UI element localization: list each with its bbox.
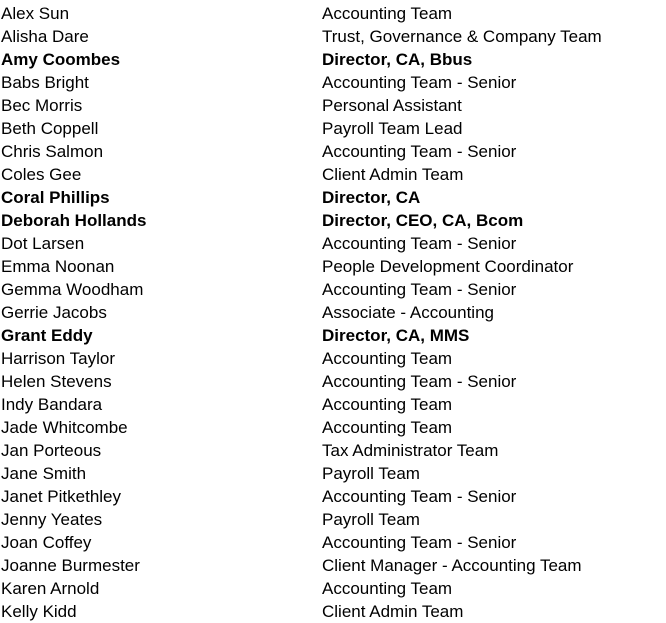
staff-name: Jenny Yeates: [1, 510, 103, 529]
staff-role: Director, CEO, CA, Bcom: [322, 211, 524, 230]
staff-role: Accounting Team: [322, 349, 453, 368]
staff-name: Harrison Taylor: [1, 349, 116, 368]
staff-role: Accounting Team - Senior: [322, 142, 517, 161]
staff-name: Deborah Hollands: [1, 211, 147, 230]
staff-name: Alisha Dare: [1, 27, 89, 46]
staff-row: [1, 554, 661, 577]
staff-name: Joanne Burmester: [1, 556, 140, 575]
staff-name: Emma Noonan: [1, 257, 115, 276]
staff-name: Dot Larsen: [1, 234, 85, 253]
staff-row: [1, 140, 661, 163]
staff-role: Payroll Team: [322, 510, 420, 529]
staff-role: Accounting Team - Senior: [322, 234, 517, 253]
staff-name: Jade Whitcombe: [1, 418, 128, 437]
staff-row: [1, 255, 661, 278]
staff-name: Joan Coffey: [1, 533, 92, 552]
staff-role: Tax Administrator Team: [322, 441, 499, 460]
staff-role: Accounting Team: [322, 4, 453, 23]
staff-role: Accounting Team: [322, 418, 453, 437]
staff-name: Coles Gee: [1, 165, 82, 184]
staff-row: [1, 439, 661, 462]
staff-list: [1, 2, 661, 623]
staff-role: Accounting Team - Senior: [322, 533, 517, 552]
staff-row: [1, 2, 661, 25]
staff-row: [1, 370, 661, 393]
staff-role: Accounting Team: [322, 395, 453, 414]
staff-row: [1, 25, 661, 48]
staff-row: [1, 577, 661, 600]
staff-row: [1, 71, 661, 94]
staff-role: Accounting Team - Senior: [322, 280, 517, 299]
staff-row: [1, 163, 661, 186]
staff-role: People Development Coordinator: [322, 257, 574, 276]
staff-name: Jane Smith: [1, 464, 87, 483]
staff-row: [1, 347, 661, 370]
staff-row: [1, 301, 661, 324]
staff-name: Bec Morris: [1, 96, 83, 115]
staff-row: [1, 600, 661, 623]
staff-row: [1, 416, 661, 439]
staff-name: Amy Coombes: [1, 50, 121, 69]
staff-role: Associate - Accounting: [322, 303, 494, 322]
staff-row: [1, 324, 661, 347]
staff-name: Chris Salmon: [1, 142, 104, 161]
staff-row: [1, 278, 661, 301]
staff-name: Gerrie Jacobs: [1, 303, 107, 322]
staff-name: Kelly Kidd: [1, 602, 77, 621]
staff-name: Jan Porteous: [1, 441, 102, 460]
staff-name: Janet Pitkethley: [1, 487, 122, 506]
staff-role: Payroll Team: [322, 464, 420, 483]
staff-role: Payroll Team Lead: [322, 119, 463, 138]
staff-row: [1, 117, 661, 140]
staff-row: [1, 485, 661, 508]
staff-role: Personal Assistant: [322, 96, 462, 115]
staff-name: Gemma Woodham: [1, 280, 144, 299]
staff-role: Accounting Team - Senior: [322, 372, 517, 391]
staff-row: [1, 186, 661, 209]
staff-role: Accounting Team: [322, 579, 453, 598]
staff-row: [1, 94, 661, 117]
staff-row: [1, 462, 661, 485]
staff-role: Director, CA, MMS: [322, 326, 470, 345]
staff-row: [1, 232, 661, 255]
staff-role: Accounting Team - Senior: [322, 487, 517, 506]
staff-name: Beth Coppell: [1, 119, 99, 138]
staff-name: Alex Sun: [1, 4, 70, 23]
staff-name: Babs Bright: [1, 73, 89, 92]
staff-role: Trust, Governance & Company Team: [322, 27, 602, 46]
staff-role: Client Manager - Accounting Team: [322, 556, 582, 575]
staff-name: Indy Bandara: [1, 395, 103, 414]
staff-name: Helen Stevens: [1, 372, 112, 391]
staff-name: Grant Eddy: [1, 326, 93, 345]
staff-role: Director, CA, Bbus: [322, 50, 473, 69]
staff-row: [1, 531, 661, 554]
staff-name: Coral Phillips: [1, 188, 110, 207]
staff-role: Accounting Team - Senior: [322, 73, 517, 92]
staff-name: Karen Arnold: [1, 579, 100, 598]
staff-row: [1, 508, 661, 531]
staff-role: Director, CA: [322, 188, 421, 207]
staff-role: Client Admin Team: [322, 602, 464, 621]
staff-row: [1, 393, 661, 416]
staff-role: Client Admin Team: [322, 165, 464, 184]
staff-row: [1, 48, 661, 71]
staff-row: [1, 209, 661, 232]
